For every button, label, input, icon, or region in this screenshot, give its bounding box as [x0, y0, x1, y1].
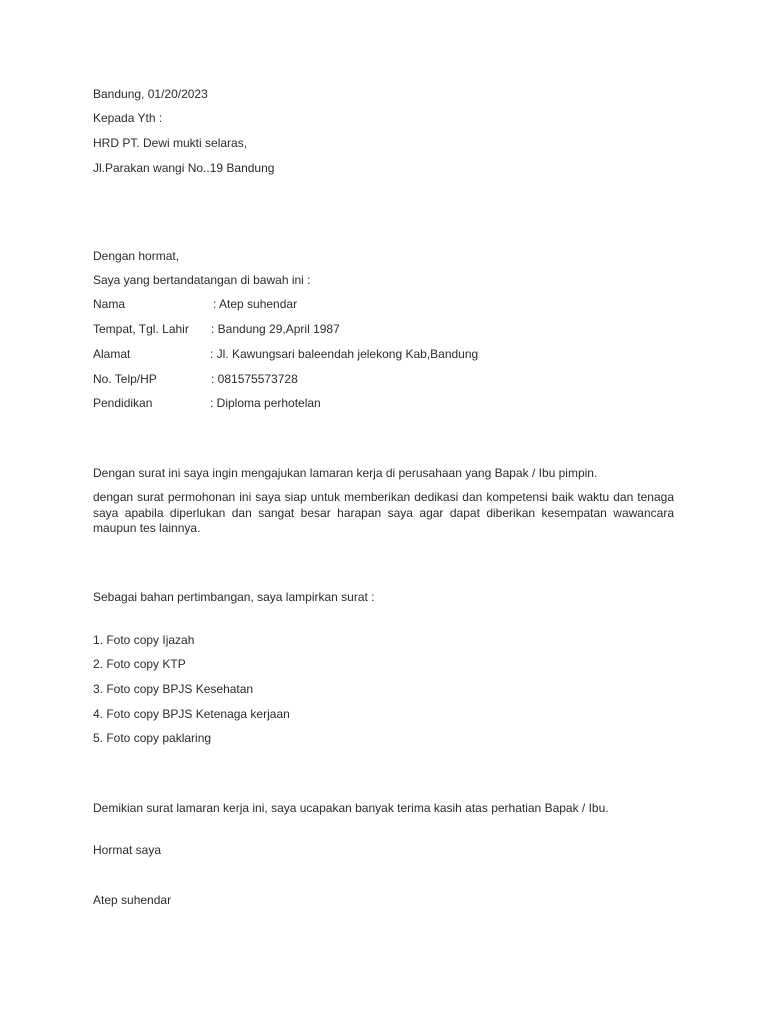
field-row [93, 297, 297, 312]
field-row [93, 347, 478, 362]
field-value: : Atep suhendar [213, 297, 298, 311]
field-label: Alamat [93, 347, 131, 361]
signature-name: Atep suhendar [93, 893, 172, 907]
attachment-item: 2. Foto copy KTP [93, 657, 186, 671]
field-value: : Diploma perhotelan [210, 396, 321, 410]
place-date: Bandung, 01/20/2023 [93, 87, 208, 101]
regards: Hormat saya [93, 843, 162, 857]
field-row [93, 372, 298, 387]
greeting: Dengan hormat, [93, 249, 180, 263]
attachment-item: 3. Foto copy BPJS Kesehatan [93, 682, 254, 696]
field-row [93, 322, 340, 337]
field-label: No. Telp/HP [93, 372, 157, 386]
body-paragraph-2: dengan surat permohonan ini saya siap untuk memberikan dedikasi dan kompetensi baik waktu dan tenaga saya apabila diperlukan dan sangat besar harapan saya agar dapat diberikan kesempatan wawancara maupun tes lainnya. [93, 490, 674, 535]
attachment-item: 4. Foto copy BPJS Ketenaga kerjaan [93, 707, 290, 721]
field-value: : 081575573728 [211, 372, 298, 386]
attachment-item: 5. Foto copy paklaring [93, 731, 212, 745]
field-label: Pendidikan [93, 396, 153, 410]
closing-line: Demikian surat lamaran kerja ini, saya ucapakan banyak terima kasih atas perhatian Bapak / Ibu. [93, 801, 609, 815]
field-label: Nama [93, 297, 126, 311]
attachments-intro: Sebagai bahan pertimbangan, saya lampirkan surat : [93, 590, 375, 604]
body-paragraph-1: Dengan surat ini saya ingin mengajukan lamaran kerja di perusahaan yang Bapak / Ibu pimpin. [93, 466, 598, 480]
recipient-address: Jl.Parakan wangi No..19 Bandung [93, 161, 275, 175]
field-label: Tempat, Tgl. Lahir [93, 322, 189, 336]
intro-line: Saya yang bertandatangan di bawah ini : [93, 273, 311, 287]
to-label: Kepada Yth : [93, 111, 163, 125]
field-value: : Jl. Kawungsari baleendah jelekong Kab,Bandung [210, 347, 479, 361]
field-value: : Bandung 29,April 1987 [211, 322, 340, 336]
attachment-item: 1. Foto copy Ijazah [93, 633, 195, 647]
recipient: HRD PT. Dewi mukti selaras, [93, 136, 248, 150]
field-row [93, 396, 321, 411]
